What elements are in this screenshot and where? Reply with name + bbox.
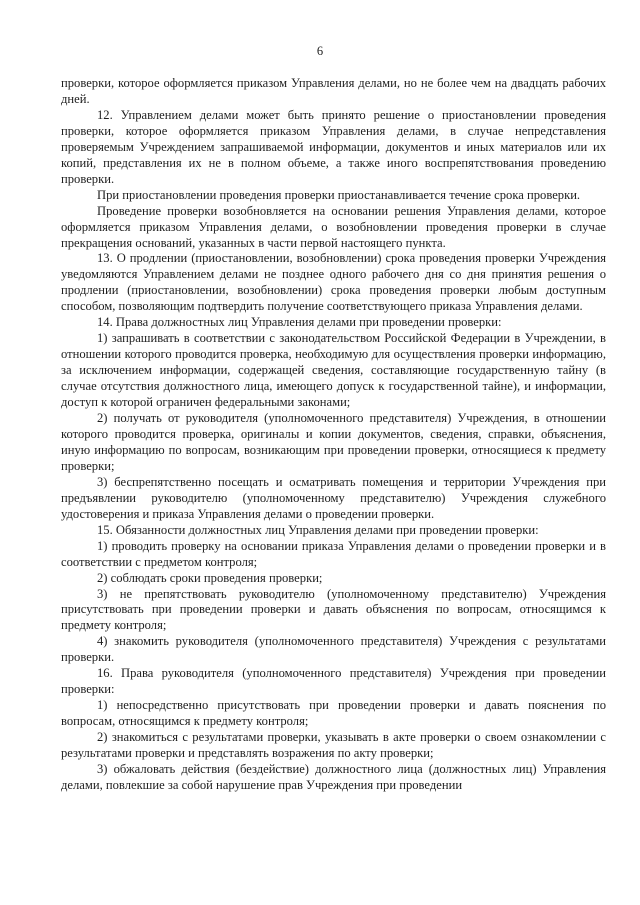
paragraph-12-resumption: Проведение проверки возобновляется на основании решения Управления делами, которое оформляется приказом Управления делами, о возобновлении проведения проверки в случае прекращения оснований, указанных в части первой настоящего пункта. [61,203,606,250]
paragraph-15-item-2: 2) соблюдать сроки проведения проверки; [97,570,323,585]
paragraph-14-item-2: 2) получать от руководителя (уполномоченного представителя) Учреждения, в отношении которого проводится проверка, оригиналы и копии документов, сведения, справки, объяснения, иную информацию по вопросам, возникающим при проведении проверки, относящиеся к предмету проверки; [61,411,606,473]
paragraph-14-item-3: 3) беспрепятственно посещать и осматривать помещения и территории Учреждения при предъявлении руководителю (уполномоченному представителю) Учреждения служебного удостоверения и приказа Управления делами о проведении проверки. [61,474,606,521]
paragraph-15-item-1: 1) проводить проверку на основании приказа Управления делами о проведении проверки и в соответствии с предметом контроля; [61,538,606,569]
paragraph-16-heading: 16. Права руководителя (уполномоченного представителя) Учреждения при проведении проверки: [61,666,606,697]
paragraph-16-item-1: 1) непосредственно присутствовать при проведении проверки и давать пояснения по вопросам, относящимся к предмету контроля; [61,698,606,729]
paragraph-16-item-3: 3) обжаловать действия (бездействие) должностного лица (должностных лиц) Управления делами, повлекшие за собой нарушение прав Учреждения при проведении [61,761,606,792]
document-body [61,76,606,794]
paragraph-15-item-4: 4) знакомить руководителя (уполномоченного представителя) Учреждения с результатами проверки. [61,634,606,665]
page-number: 6 [316,44,324,58]
paragraph-15-heading: 15. Обязанности должностных лиц Управления делами при проведении проверки: [97,522,539,537]
paragraph-12-suspension-term: При приостановлении проведения проверки приостанавливается течение срока проверки. [97,187,581,202]
paragraph-12: 12. Управлением делами может быть принято решение о приостановлении проведения проверки, которое оформляется приказом Управления делами, в случае непредставления проверяемым Учреждением запрашиваемой информации, документов и иных материалов или их копий, представления их не в полном объеме, а также иного воспрепятствования проведению проверки. [61,107,606,186]
paragraph-13: 13. О продлении (приостановлении, возобновлении) срока проведения проверки Учреждения уведомляются Управлением делами не позднее одного рабочего дня со дня принятия решения о продлении (приостановлении, возобновлении) срока проведения проверки любым доступным способом, позволяющим подтвердить получение соответствующего приказа Управления делами. [61,251,606,314]
paragraph-continuation: проверки, которое оформляется приказом Управления делами, но не более чем на двадцать рабочих дней. [61,76,606,106]
paragraph-15-item-3: 3) не препятствовать руководителю (уполномоченному представителю) Учреждения присутствовать при проведении проверки и давать объяснения по вопросам, относящимся к предмету контроля; [61,586,606,633]
paragraph-14-item-1: 1) запрашивать в соответствии с законодательством Российской Федерации в Учреждении, в отношении которого проводится проверка, необходимую для осуществления проверки информацию, за исключением информации, содержащей сведения, составляющие государственную тайну (в случае отсутствия должностного лица, имеющего допуск к государственной тайне), и информации, доступ к которой ограничен федеральными законами; [61,331,606,410]
paragraph-16-item-2: 2) знакомиться с результатами проверки, указывать в акте проверки о своем ознакомлении с результатами проверки и представлять возражения по акту проверки; [61,730,606,761]
paragraph-14-heading: 14. Права должностных лиц Управления делами при проведении проверки: [97,315,502,330]
